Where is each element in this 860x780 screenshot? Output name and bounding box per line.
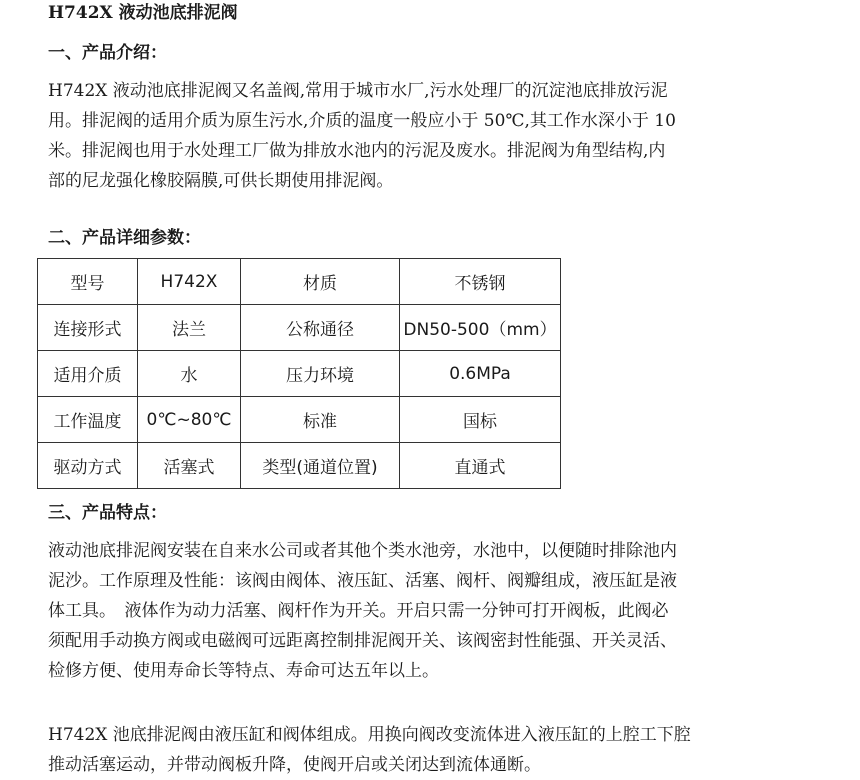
- table-cell-value: H742X: [138, 259, 241, 305]
- operation-paragraph: [48, 720, 828, 780]
- table-row: [38, 397, 561, 443]
- document-title: H742X 液动池底排泥阀: [48, 3, 238, 23]
- intro-line: 米。排泥阀也用于水处理工厂做为排放水池内的污泥及废水。排泥阀为角型结构,内: [48, 141, 666, 161]
- intro-line: 部的尼龙强化橡胶隔膜,可供长期使用排泥阀。: [48, 171, 394, 191]
- table-row: [38, 443, 561, 489]
- features-line: 检修方便、使用寿命长等特点、寿命可达五年以上。: [48, 661, 439, 681]
- table-cell-value: 直通式: [400, 443, 561, 489]
- table-cell-value: 不锈钢: [400, 259, 561, 305]
- features-line: 须配用手动换方阀或电磁阀可远距离控制排泥阀开关、该阀密封性能强、开关灵活、: [48, 631, 677, 651]
- table-cell-value: 0.6MPa: [400, 351, 561, 397]
- section-heading-params: 二、产品详细参数：: [48, 228, 201, 248]
- table-cell-label: 驱动方式: [38, 443, 138, 489]
- section-heading-intro: 一、产品介绍：: [48, 43, 167, 63]
- table-cell-label: 型号: [38, 259, 138, 305]
- operation-line: 推动活塞运动，并带动阀板升降，使阀开启或关闭达到流体通断。: [48, 755, 541, 775]
- table-cell-label: 适用介质: [38, 351, 138, 397]
- table-cell-label: 材质: [241, 259, 400, 305]
- features-line: 体工具。 液体作为动力活塞、阀杆作为开关。开启只需一分钟可打开阀板，此阀必: [48, 601, 669, 621]
- operation-line: H742X 池底排泥阀由液压缸和阀体组成。用换向阀改变流体进入液压缸的上腔工下腔: [48, 725, 691, 745]
- table-cell-label: 压力环境: [241, 351, 400, 397]
- table-cell-label: 连接形式: [38, 305, 138, 351]
- table-row: [38, 351, 561, 397]
- intro-paragraph: [48, 76, 828, 196]
- table-cell-value: 水: [138, 351, 241, 397]
- intro-line: H742X 液动池底排泥阀又名盖阀,常用于城市水厂,污水处理厂的沉淀池底排放污泥: [48, 81, 668, 101]
- table-row: [38, 259, 561, 305]
- table-cell-value: 国标: [400, 397, 561, 443]
- table-cell-label: 公称通径: [241, 305, 400, 351]
- table-cell-value: 活塞式: [138, 443, 241, 489]
- spec-table: [37, 258, 561, 489]
- table-row: [38, 305, 561, 351]
- features-paragraph: [48, 536, 828, 686]
- section-heading-features: 三、产品特点：: [48, 503, 167, 523]
- table-cell-label: 类型(通道位置): [241, 443, 400, 489]
- table-cell-label: 标准: [241, 397, 400, 443]
- table-cell-value: 法兰: [138, 305, 241, 351]
- table-cell-value: 0℃~80℃: [138, 397, 241, 443]
- table-cell-label: 工作温度: [38, 397, 138, 443]
- intro-line: 用。排泥阀的适用介质为原生污水,介质的温度一般应小于 50℃,其工作水深小于 10: [48, 111, 676, 131]
- features-line: 泥沙。工作原理及性能：该阀由阀体、液压缸、活塞、阀杆、阀瓣组成，液压缸是液: [48, 571, 677, 591]
- features-line: 液动池底排泥阀安装在自来水公司或者其他个类水池旁，水池中，以便随时排除池内: [48, 541, 677, 561]
- table-cell-value: DN50-500（mm）: [400, 305, 561, 351]
